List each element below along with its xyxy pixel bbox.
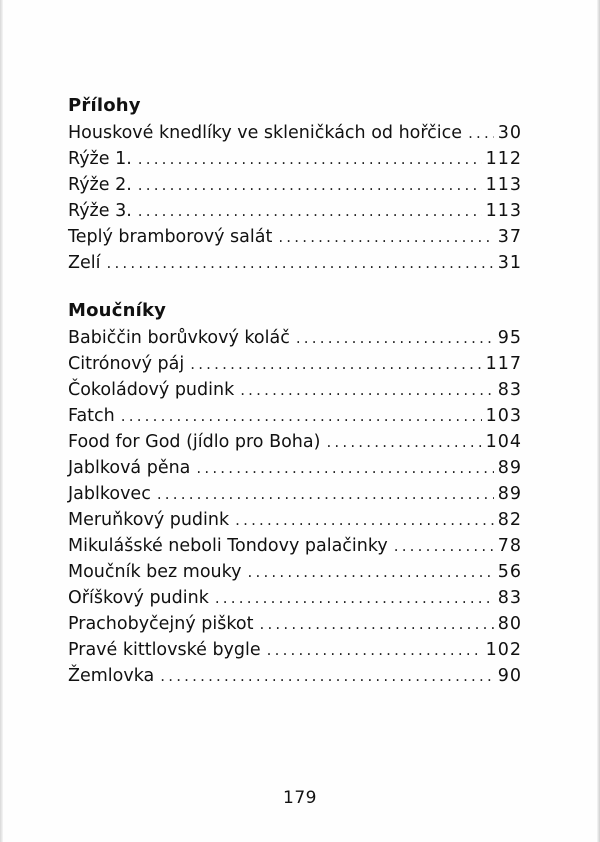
entry-page-number: 80	[497, 614, 522, 634]
entry-page-number: 82	[497, 510, 522, 530]
entry-title: Houskové knedlíky ve skleničkách od hořčice	[68, 123, 463, 143]
index-entry	[68, 507, 522, 533]
section-heading: Moučníky	[68, 300, 167, 321]
entry-title: Teplý bramborový salát	[68, 227, 273, 247]
index-entry	[68, 585, 522, 611]
dot-leader	[394, 533, 494, 559]
entry-title: Fatch	[68, 406, 115, 426]
entry-title: Prachobyčejný piškot	[68, 614, 254, 634]
index-entry	[68, 250, 522, 276]
dot-leader	[138, 146, 482, 172]
index-entry	[68, 172, 522, 198]
entry-title: Food for God (jídlo pro Boha)	[68, 432, 321, 452]
index-entry	[68, 429, 522, 455]
section-prilohy	[68, 95, 522, 276]
entry-page-number: 83	[497, 380, 522, 400]
dot-leader	[138, 198, 482, 224]
entry-title: Rýže 1.	[68, 149, 132, 169]
index-entry	[68, 120, 522, 146]
entry-title: Mikulášské neboli Tondovy palačinky	[68, 536, 388, 556]
index-entry	[68, 611, 522, 637]
dot-leader	[138, 172, 482, 198]
entry-page-number: 95	[497, 328, 522, 348]
index-entry	[68, 533, 522, 559]
entry-title: Jablkovec	[68, 484, 151, 504]
entry-page-number: 117	[485, 354, 522, 374]
index-entry	[68, 403, 522, 429]
entry-page-number: 104	[485, 432, 522, 452]
entry-page-number: 89	[497, 458, 522, 478]
dot-leader	[196, 455, 493, 481]
entry-title: Žemlovka	[68, 666, 155, 686]
entry-page-number: 113	[485, 201, 522, 221]
entry-title: Pravé kittlovské bygle	[68, 640, 261, 660]
entry-title: Čokoládový pudink	[68, 380, 235, 400]
section-moucniky	[68, 300, 522, 689]
index-entry	[68, 481, 522, 507]
entry-page-number: 103	[485, 406, 522, 426]
index-entry	[68, 198, 522, 224]
entry-page-number: 102	[485, 640, 522, 660]
entry-title: Babiččin borůvkový koláč	[68, 328, 290, 348]
page-number: 179	[283, 788, 317, 808]
entry-page-number: 56	[497, 562, 522, 582]
entry-title: Citrónový páj	[68, 354, 185, 374]
dot-leader	[215, 585, 494, 611]
entry-page-number: 30	[497, 123, 522, 143]
index-entry	[68, 146, 522, 172]
entry-page-number: 90	[497, 666, 522, 686]
dot-leader	[278, 224, 493, 250]
entry-title: Meruňkový pudink	[68, 510, 230, 530]
dot-leader	[235, 507, 494, 533]
page-edge-left	[0, 0, 3, 842]
dot-leader	[267, 637, 482, 663]
dot-leader	[160, 663, 493, 689]
index-entry	[68, 351, 522, 377]
entry-title: Rýže 3.	[68, 201, 132, 221]
dot-leader	[468, 120, 494, 146]
entry-page-number: 83	[497, 588, 522, 608]
dot-leader	[248, 559, 494, 585]
dot-leader	[326, 429, 481, 455]
index-entry	[68, 377, 522, 403]
index-entry	[68, 224, 522, 250]
entry-page-number: 37	[497, 227, 522, 247]
index-entry	[68, 663, 522, 689]
dot-leader	[240, 377, 494, 403]
entry-page-number: 89	[497, 484, 522, 504]
entry-title: Rýže 2.	[68, 175, 132, 195]
index-entry	[68, 637, 522, 663]
index-entry	[68, 559, 522, 585]
dot-leader	[296, 325, 494, 351]
entry-title: Moučník bez mouky	[68, 562, 242, 582]
dot-leader	[157, 481, 494, 507]
index-entry	[68, 325, 522, 351]
index-entry	[68, 455, 522, 481]
entry-page-number: 113	[485, 175, 522, 195]
dot-leader	[121, 403, 482, 429]
entry-title: Zelí	[68, 253, 101, 273]
dot-leader	[106, 250, 493, 276]
dot-leader	[190, 351, 481, 377]
entry-page-number: 31	[497, 253, 522, 273]
entry-page-number: 78	[497, 536, 522, 556]
entry-page-number: 112	[485, 149, 522, 169]
dot-leader	[259, 611, 493, 637]
section-heading: Přílohy	[68, 95, 141, 116]
entry-title: Jablková pěna	[68, 458, 191, 478]
entry-title: Oříškový pudink	[68, 588, 209, 608]
